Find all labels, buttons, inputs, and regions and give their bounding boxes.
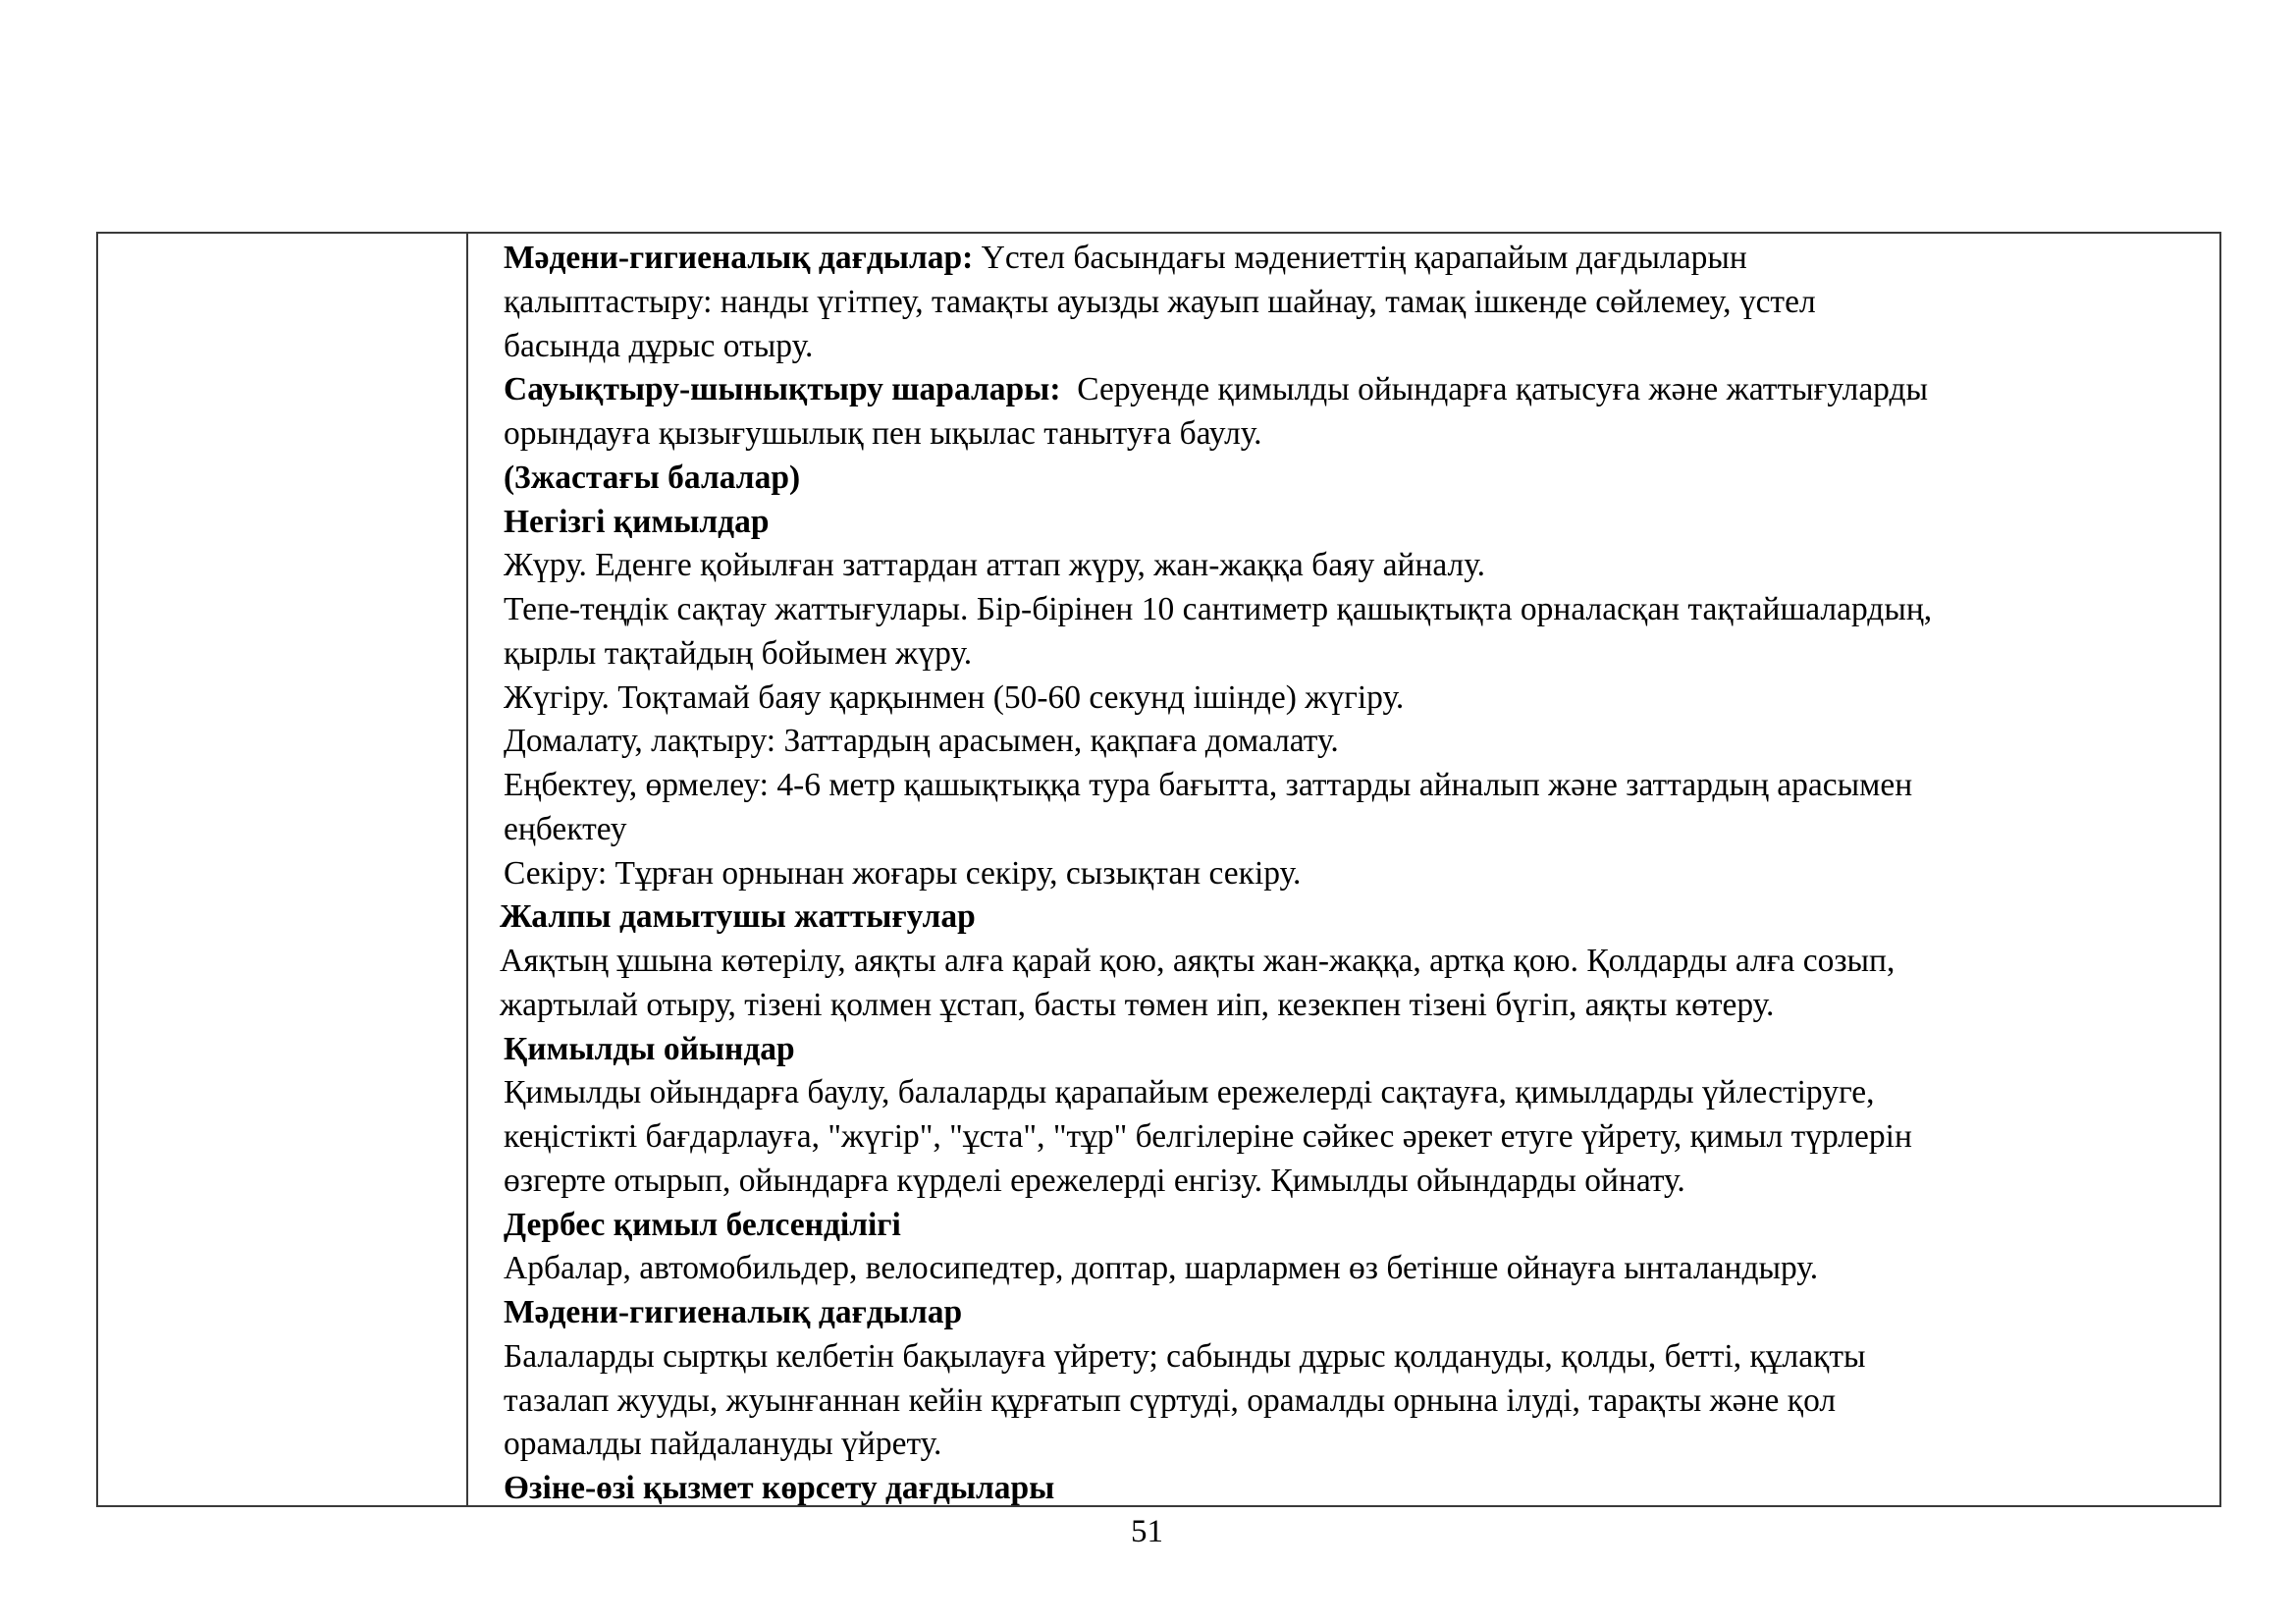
text-line [504, 1247, 2210, 1291]
text-line [504, 1160, 2210, 1204]
bold-label: Қимылды ойындар [504, 1030, 795, 1067]
body-text: Серуенде қимылды ойындарға қатысуға және жаттығуларды [1060, 371, 1929, 408]
bold-label: Жалпы дамытушы жаттығулар [500, 898, 976, 936]
body-text: Қимылды ойындарға баулу, балаларды қарапайым ережелерді сақтауға, қимылдарды үйлестіруге, [504, 1074, 1875, 1111]
body-text: еңбектеу [504, 810, 627, 847]
section-heading [504, 1204, 2210, 1248]
text-line [504, 237, 2210, 281]
body-text: Секіру: Тұрған орнынан жоғары секіру, сызықтан секіру. [504, 854, 1302, 892]
text-line [504, 368, 2210, 412]
page-number-text: 51 [1131, 1514, 1163, 1549]
body-text: қырлы тақтайдың бойымен жүру. [504, 634, 973, 672]
section-heading [504, 501, 2210, 545]
body-text: орамалды пайдалануды үйрету. [504, 1426, 942, 1463]
text-line [504, 1071, 2210, 1115]
body-text: өзгерте отырып, ойындарға күрделі ережелерді енгізу. Қимылды ойындарды ойнату. [504, 1162, 1685, 1199]
section-heading [504, 457, 2210, 501]
table-left-cell [98, 234, 468, 1505]
text-line [500, 940, 2210, 984]
body-text: Балаларды сыртқы келбетін бақылауға үйрету; сабынды дұрыс қолдануды, қолды, бетті, құлақты [504, 1337, 1866, 1375]
bold-label: Сауықтыру-шынықтыру шаралары: [504, 371, 1061, 408]
body-text: Аяқтың ұшына көтерілу, аяқты алға қарай қою, аяқты жан-жаққа, артқа қою. Қолдарды алға созып, [500, 943, 1896, 979]
bold-label: Мәдени-гигиеналық дағдылар: [504, 240, 974, 276]
body-text: Жүру. Еденге қойылған заттардан аттап жүру, жан-жаққа баяу айналу. [504, 547, 1485, 584]
text-line [504, 632, 2210, 677]
body-text: тазалап жууды, жуынғаннан кейін құрғатып сүртуді, орамалды орнына ілуді, тарақты және қол [504, 1381, 1837, 1419]
body-text: жартылай отыру, тізені қолмен ұстап, басты төмен иіп, кезекпен тізені бүгіп, аяқты көтеру. [500, 986, 1775, 1023]
text-line [504, 764, 2210, 808]
body-text: Арбалар, автомобильдер, велосипедтер, доптар, шарлармен өз бетінше ойнауға ынталандыру. [504, 1250, 1819, 1287]
bold-label: Мәдени-гигиеналық дағдылар [504, 1294, 963, 1330]
body-text: қалыптастыру: нанды үгітпеу, тамақты ауызды жауып шайнау, тамақ ішкенде сөйлемеу, үстел [504, 283, 1816, 320]
text-line [504, 677, 2210, 721]
body-text: орындауға қызығушылық пен ықылас танытуға баулу. [504, 415, 1262, 452]
body-text: Тепе-теңдік сақтау жаттығулары. Бір-бірінен 10 сантиметр қашықтықта орналасқан тақтайшалардың, [504, 591, 1933, 627]
text-line [504, 1115, 2210, 1160]
content-table [96, 232, 2221, 1507]
body-text: кеңістікті бағдарлауға, "жүгір", "ұста", "тұр" белгілеріне сәйкес әрекет етуге үйрету, қимыл түрлерін [504, 1118, 1912, 1155]
table-right-cell [470, 234, 2219, 1505]
section-heading [504, 1028, 2210, 1072]
bold-label: Өзіне-өзі қызмет көрсету дағдылары [504, 1470, 1055, 1506]
right-cell-text [500, 237, 2210, 1511]
text-line [504, 1380, 2210, 1424]
text-line [504, 281, 2210, 325]
text-line [504, 1335, 2210, 1380]
bold-label: (3жастағы балалар) [504, 459, 801, 496]
section-heading [504, 1467, 2210, 1511]
text-line [504, 325, 2210, 369]
text-line [504, 1423, 2210, 1467]
body-text: Үстел басындағы мәдениеттің қарапайым дағдыларын [973, 240, 1747, 276]
bold-label: Дербес қимыл белсенділігі [504, 1206, 901, 1243]
text-line [504, 720, 2210, 764]
body-text: басында дұрыс отыру. [504, 327, 814, 364]
section-heading [500, 895, 2210, 940]
body-text: Еңбектеу, өрмелеу: 4-6 метр қашықтыққа тура бағытта, заттарды айналып және заттардың арасымен [504, 767, 1913, 803]
text-line [504, 852, 2210, 896]
text-line [504, 808, 2210, 852]
text-line [500, 984, 2210, 1028]
text-line [504, 588, 2210, 632]
text-line [504, 544, 2210, 588]
bold-label: Негізгі қимылдар [504, 503, 770, 540]
page-number [0, 1512, 2296, 1551]
section-heading [504, 1291, 2210, 1335]
body-text: Жүгіру. Тоқтамай баяу қарқынмен (50-60 секунд ішінде) жүгіру. [504, 678, 1405, 716]
text-line [504, 412, 2210, 457]
body-text: Домалату, лақтыру: Заттардың арасымен, қақпаға домалату. [504, 723, 1339, 760]
